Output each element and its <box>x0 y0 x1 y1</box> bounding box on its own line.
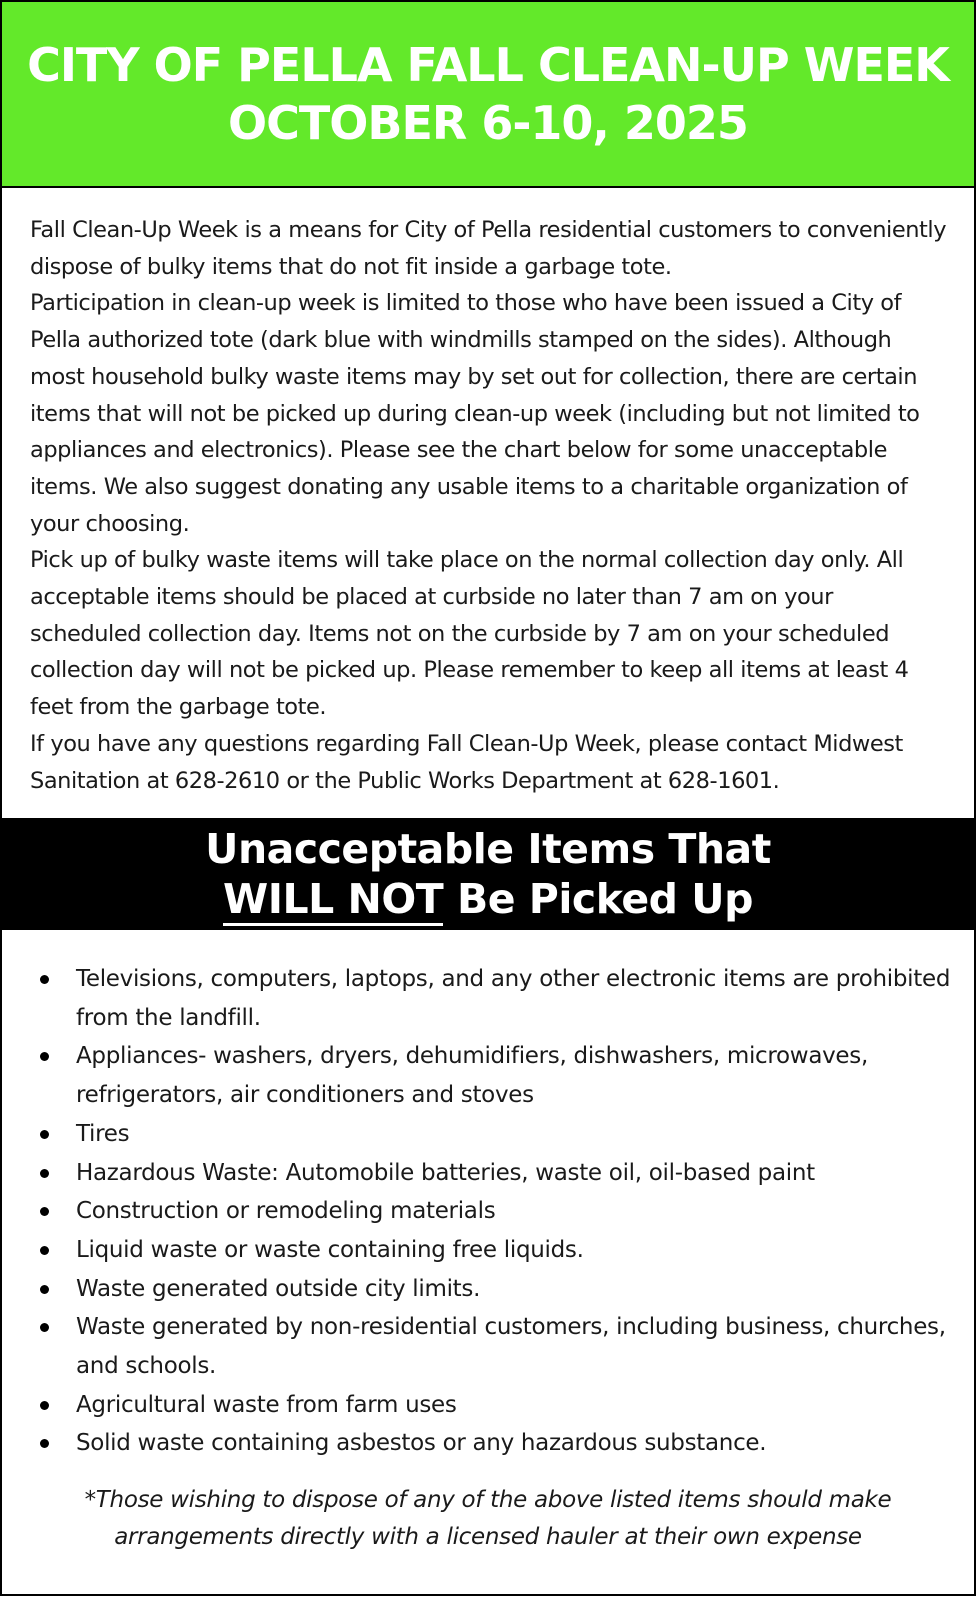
list-item <box>36 960 954 1037</box>
heading-line-2 <box>223 874 753 924</box>
unacceptable-heading <box>2 818 974 930</box>
bullet-icon <box>40 1130 49 1139</box>
bullet-icon <box>40 1323 49 1332</box>
list-item <box>36 1037 954 1114</box>
unacceptable-items-list <box>2 930 974 1463</box>
intro-paragraph: Pick up of bulky waste items will take place on the normal collection day only. All acceptable items should be placed at curbside no later than 7 am on your scheduled collection day. Items not on the curbside by 7 am on your scheduled collection day will not be picked up. Please remember to keep all items at least 4 feet from the garbage tote. <box>30 547 909 721</box>
bullet-icon <box>40 1052 49 1061</box>
list-item-text: Hazardous Waste: Automobile batteries, waste oil, oil-based paint <box>76 1159 815 1186</box>
list-item <box>36 1270 954 1309</box>
intro-paragraph: If you have any questions regarding Fall Clean-Up Week, please contact Midwest Sanitation at 628-2610 or the Public Works Department at 628-1601. <box>30 730 903 794</box>
list-item-text: Tires <box>76 1120 130 1147</box>
title-line-2: OCTOBER 6-10, 2025 <box>228 96 748 150</box>
intro-paragraph: Fall Clean-Up Week is a means for City of Pella residential customers to conveniently dispose of bulky items that do not fit inside a garbage tote. <box>30 217 947 280</box>
bullet-icon <box>40 1246 49 1255</box>
list-item-text: Televisions, computers, laptops, and any other electronic items are prohibited from the landfill. <box>76 966 951 1031</box>
list-item-text: Waste generated by non-residential customers, including business, churches, and schools. <box>76 1314 946 1380</box>
list-item-text: Agricultural waste from farm uses <box>76 1391 457 1418</box>
bullet-icon <box>40 1207 49 1216</box>
footnote: *Those wishing to dispose of any of the above listed items should make arrangements directly with a licensed hauler at their own expense <box>84 1487 892 1551</box>
intro-section <box>2 188 974 818</box>
heading-emphasis: WILL NOT <box>223 875 443 926</box>
list-item-text: Construction or remodeling materials <box>76 1198 496 1225</box>
list-item-text: Appliances- washers, dryers, dehumidifiers, dishwashers, microwaves, refrigerators, air conditioners and stoves <box>76 1043 868 1109</box>
list-item <box>36 1115 954 1154</box>
list-item-text: Liquid waste or waste containing free liquids. <box>76 1236 584 1263</box>
list-item <box>36 1154 954 1193</box>
intro-paragraph: Participation in clean-up week is limited to those who have been issued a City of Pella authorized tote (dark blue with windmills stamped on the sides). Although most household bulky waste items may by set out for collection, there are certain items that will not be picked up during clean-up week (including but not limited to appliances and electronics). Please see the chart below for some unacceptable items. We also suggest donating any usable items to a charitable organization of your choosing. <box>30 290 920 537</box>
bullet-icon <box>40 975 49 984</box>
list-item <box>36 1192 954 1231</box>
list-item-text: Waste generated outside city limits. <box>76 1275 481 1302</box>
list-item-text: Solid waste containing asbestos or any hazardous substance. <box>76 1430 767 1457</box>
title-banner <box>2 2 974 188</box>
bullet-icon <box>40 1285 49 1294</box>
bullet-icon <box>40 1169 49 1178</box>
heading-line-2-rest: Be Picked Up <box>443 875 753 923</box>
list-item <box>36 1231 954 1270</box>
bullet-icon <box>40 1401 49 1410</box>
heading-line-1: Unacceptable Items That <box>205 825 771 873</box>
list-item <box>36 1424 954 1463</box>
list-item <box>36 1386 954 1425</box>
list-item <box>36 1308 954 1385</box>
title-line-1: CITY OF PELLA FALL CLEAN-UP WEEK <box>27 38 949 92</box>
bullet-icon <box>40 1439 49 1448</box>
